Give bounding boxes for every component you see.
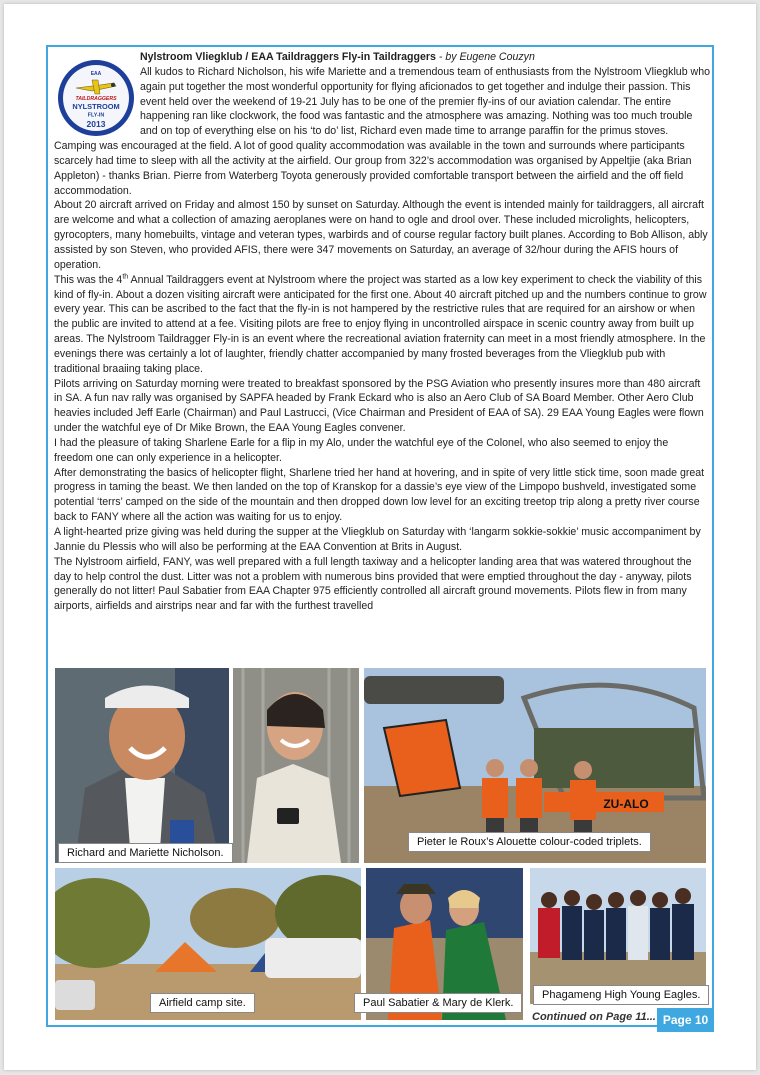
caption-camp-site: Airfield camp site. bbox=[150, 993, 255, 1013]
logo-name: NYLSTROOM bbox=[72, 102, 120, 111]
article-heading bbox=[54, 50, 710, 65]
continued-note: Continued on Page 11... bbox=[532, 1011, 656, 1023]
photo-richard bbox=[55, 668, 229, 863]
helicopter-registration: ZU-ALO bbox=[603, 797, 649, 811]
caption-young-eagles: Phagameng High Young Eagles. bbox=[533, 985, 709, 1005]
article-title: Nylstroom Vliegklub / EAA Taildraggers Fly-in Taildraggers bbox=[140, 51, 436, 63]
paragraph: A light-hearted prize giving was held during the supper at the Vliegklub on Saturday with ‘langarm sokkie-sokkie’ music accompaniment by Jannie du Plessis who will also be performing at the EAA Convention at Brits in August. bbox=[54, 526, 701, 553]
caption-alouette-triplets: Pieter le Roux’s Alouette colour-coded triplets. bbox=[408, 832, 651, 852]
article-body bbox=[54, 50, 710, 614]
article-byline: - by Eugene Couzyn bbox=[435, 51, 535, 63]
photo-young-eagles bbox=[530, 868, 706, 1004]
logo-event: FLY-IN bbox=[87, 112, 105, 119]
logo-top-text: EAA bbox=[90, 71, 102, 77]
caption-richard-mariette: Richard and Mariette Nicholson. bbox=[58, 843, 233, 863]
paragraph: Pilots arriving on Saturday morning were treated to breakfast sponsored by the PSG Aviation who presently insures more than 480 aircraft in SA. A fun nav rally was organised by SAPFA headed by Frank Eckard who is also an Aero Club of SA Board Member. Other Aero Club heavies included Jeff Earle (Chairman) and Paul Lastrucci, (Vice Chairman and President of EAA of SA). 29 EAA Young Eagles were flown under the watchful eye of Dr Mike Brown, the EAA Young Eagles convener. bbox=[54, 377, 704, 435]
paragraph: This was the 4th Annual Taildraggers event at Nylstroom where the project was started as a low key experiment to check the viability of this kind of fly-in. About a dozen visiting aircraft were anticipated for the first one. About 40 aircraft pitched up and the numbers continue to grow every year. This can be ascribed to the fact that the fly-in is not hampered by the restrictive rules that are required for an airshow or when the public are invited to attend at a fee. Visiting pilots are free to enjoy flying in uncontrolled airspace in scenic country away from built up areas. The Nylstroom Taildragger Fly-in is an event where the recreational aviation fraternity can meet in a most friendly atmosphere. In the evenings there was certainly a lot of laughter, friendly chatter accompanied by many frosted beverages from the Vliegklub pub with traditional braaiing taking place. bbox=[54, 273, 707, 375]
caption-paul-mary: Paul Sabatier & Mary de Klerk. bbox=[354, 993, 522, 1013]
paragraph: All kudos to Richard Nicholson, his wife Mariette and a tremendous team of enthusiasts from the Nylstroom Vliegklub who again put together the most wonderful opportunity for flying aficionados to get together and indulge their passion. This event held over the weekend of 19-21 July has to be one of the premier fly-ins of our aviation calendar. The entire happening ran like clockwork, the food was fantastic and the atmosphere was amazing. Nothing was too much trouble and on top of everything else on his ‘to do’ list, Richard even made time to arrange paraffin for the primus stoves. bbox=[140, 65, 710, 138]
paragraph: I had the pleasure of taking Sharlene Earle for a flip in my Alo, under the watchful eye of the Colonel, who also seemed to enjoy the freedom one can only experience in a helicopter. bbox=[54, 436, 669, 464]
paragraph: The Nylstroom airfield, FANY, was well prepared with a full length taxiway and a helicopter landing area that was watered throughout the day to help control the dust. Litter was not a problem with numerous bins provided that were emptied throughout the day - anyway, pilots generally do not litter! Paul Sabatier from EAA Chapter 975 efficiently controlled all aircraft ground movements. Pilots flew in from many airports, airfields and airstrips near and far with the furthest travelled bbox=[54, 555, 692, 613]
paragraph: After demonstrating the basics of helicopter flight, Sharlene tried her hand at hovering, and in spite of very little stick time, soon made great progress in taming the beast. We then landed on the top of Kranskop for a dassie’s eye view of the Limpopo bushveld, investigated some potential ‘terrs’ camped on the side of the mountain and then dropped down low level for an exciting treetop trip along a pretty river course back to FANY where all the action was waiting for us to enjoy. bbox=[54, 466, 705, 524]
paragraph: About 20 aircraft arrived on Friday and almost 150 by sunset on Saturday. Although the event is intended mainly for taildraggers, all aircraft are welcome and what a collection of amazing aeroplanes were on hand to ogle and drool over. These included microlights, helicopters, gyrocopters, many homebuilts, vintage and veteran types, warbirds and of course regular factory built planes. According to Bob Allison, ably assisted by son Steven, who provided AFIS, there were 347 movements on Saturday, an average of 32/hour during the AFIS hours of operation. bbox=[54, 199, 708, 271]
logo-year: 2013 bbox=[86, 119, 106, 129]
logo-brand: TAILDRAGGERS bbox=[75, 96, 117, 102]
paragraph: Camping was encouraged at the field. A lot of good quality accommodation was available in the town and surrounds where participants scarcely had time to sleep with all the activity at the airfield. Our group from 322’s accommodation was organised by Appeltjie (aka Brian Appleton) - thanks Brian. Pierre from Waterberg Toyota generously provided comfortable transport between the airfield and the off field accommodation. bbox=[54, 140, 692, 197]
photo-mariette bbox=[233, 668, 359, 863]
page-number-badge: Page 10 bbox=[657, 1008, 714, 1032]
